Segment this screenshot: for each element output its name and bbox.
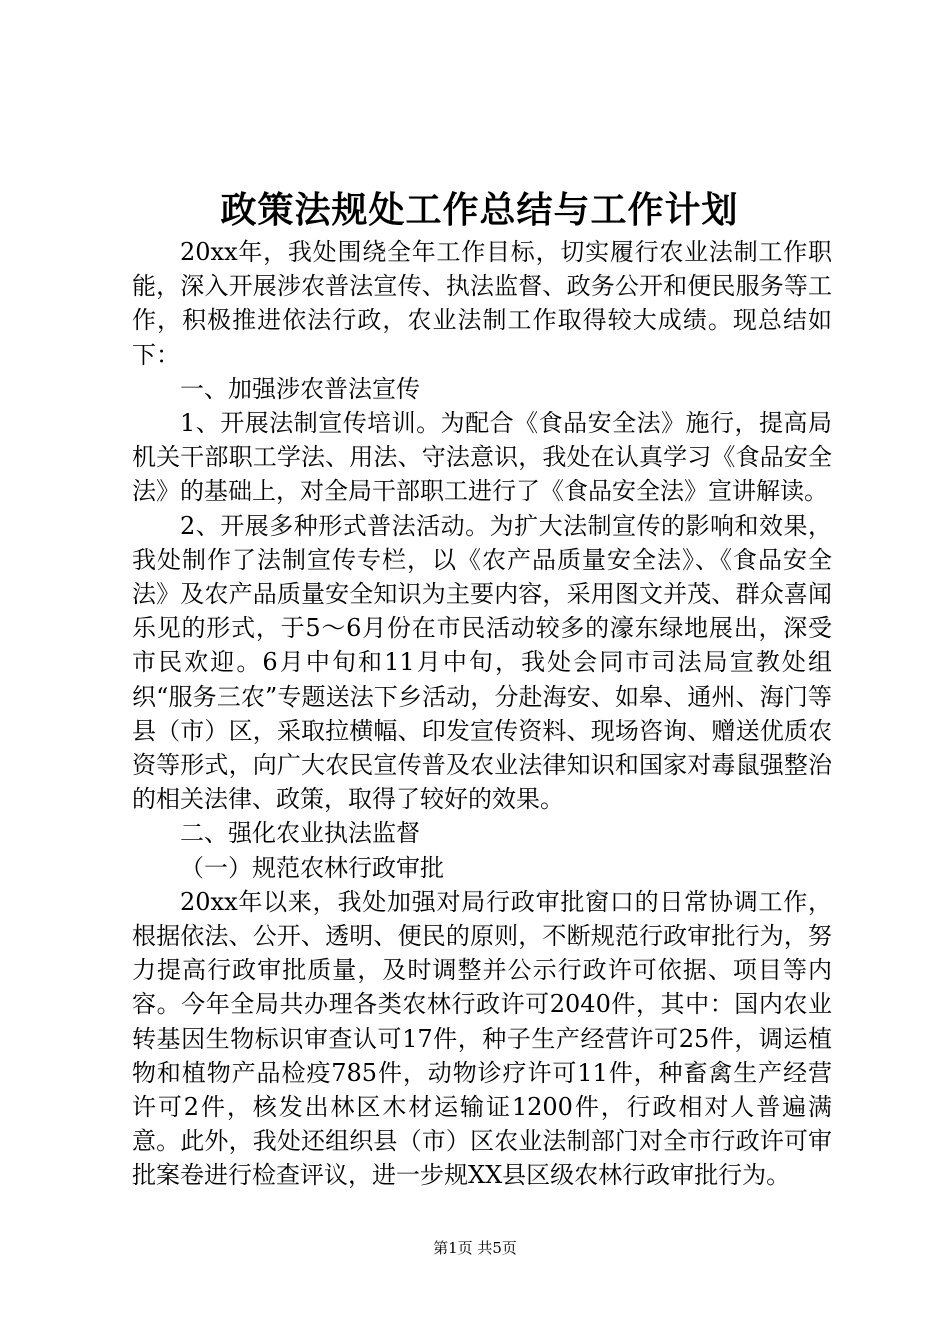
document-title: 政策法规处工作总结与工作计划 [220, 189, 739, 231]
section-heading-1: 一、加强涉农普法宣传 [180, 374, 420, 403]
section-heading-2: 二、强化农业执法监督 [180, 819, 420, 848]
paragraph-intro: 20xx年，我处围绕全年工作目标，切实履行农业法制工作职能，深入开展涉农普法宣传、执法监督、政务公开和便民服务等工作，积极推进依法行政，农业法制工作取得较大成绩。现总结如下： [132, 238, 832, 369]
document-body [132, 235, 832, 1193]
paragraph-2-1: 20xx年以来，我处加强对局行政审批窗口的日常协调工作，根据依法、公开、透明、便民的原则，不断规范行政审批行为，努力提高行政审批质量，及时调整并公示行政许可依据、项目等内容。今年全局共办理各类农林行政许可2040件，其中：国内农业转基因生物标识审查认可17件，种子生产经营许可25件，调运植物和植物产品检疫785件，动物诊疗许可11件，种畜禽生产经营许可2件，核发出林区木材运输证1200件，行政相对人普遍满意。此外，我处还组织县（市）区农业法制部门对全市行政许可审批案卷进行检查评议，进一步规XX县区级农林行政审批行为。 [132, 887, 832, 1190]
paragraph-1-2: 2、开展多种形式普法活动。为扩大法制宣传的影响和效果，我处制作了法制宣传专栏，以《农产品质量安全法》、《食品安全法》及农产品质量安全知识为主要内容，采用图文并茂、群众喜闻乐见的形式，于5～6月份在市民活动较多的濠东绿地展出，深受市民欢迎。6月中旬和11月中旬，我处会同市司法局宣教处组织“服务三农”专题送法下乡活动，分赴海安、如皋、通州、海门等县（市）区，采取拉横幅、印发宣传资料、现场咨询、赠送优质农资等形式，向广大农民宣传普及农业法律知识和国家对毒鼠强整治的相关法律、政策，取得了较好的效果。 [132, 511, 832, 814]
paragraph-1-1: 1、开展法制宣传培训。为配合《食品安全法》施行，提高局机关干部职工学法、用法、守法意识，我处在认真学习《食品安全法》的基础上，对全局干部职工进行了《食品安全法》宣讲解读。 [132, 409, 832, 506]
subsection-heading-2-1: （一）规范农林行政审批 [180, 853, 444, 882]
page-footer: 第1页 共5页 [433, 1239, 517, 1257]
